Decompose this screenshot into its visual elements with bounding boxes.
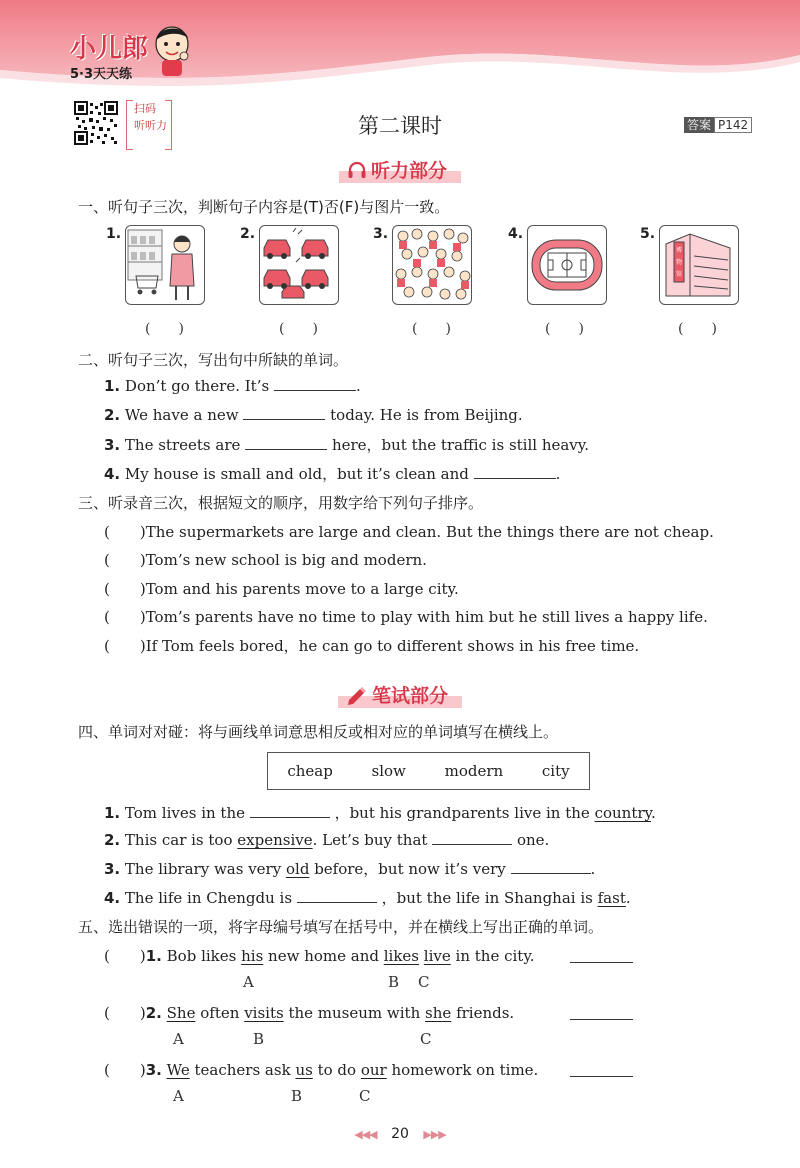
- q3-order-paren[interactable]: ( ): [104, 608, 146, 626]
- item-number: 3.: [104, 860, 121, 878]
- q1-item-number: 5.: [640, 226, 656, 242]
- q4-item: [104, 887, 631, 908]
- answer-label: 答案: [684, 117, 714, 133]
- q5-letter: B: [253, 1030, 265, 1048]
- prev-arrows-icon: ◀◀◀: [354, 1128, 377, 1141]
- page-number-footer: [0, 1126, 800, 1142]
- q4-underlined-word: old: [285, 860, 310, 878]
- q4-text: This car is too: [124, 831, 233, 849]
- q5-letter: B: [291, 1087, 303, 1105]
- q5-text: friends.: [456, 1004, 515, 1022]
- q1-item-number: 3.: [373, 226, 389, 242]
- q3-order-paren[interactable]: ( ): [104, 523, 146, 541]
- q3-sentence: Tom’s new school is big and modern.: [145, 551, 427, 569]
- q2-item: [104, 463, 560, 484]
- museum-sign-char-2: 物: [675, 259, 683, 266]
- writing-section-banner: [0, 681, 800, 708]
- q5-text: Bob likes: [166, 947, 237, 965]
- q4-text: ，but his grandparents live in the: [334, 804, 590, 822]
- q1-answer-paren[interactable]: ( ): [412, 321, 451, 337]
- q5-text: to do: [317, 1061, 357, 1079]
- word-bank-item: modern: [444, 762, 504, 780]
- q5-correction-line[interactable]: [570, 1019, 633, 1020]
- listening-banner-text: 听力部分: [370, 160, 447, 182]
- q5-text: homework on time.: [391, 1061, 539, 1079]
- item-number: 3.: [145, 1061, 162, 1079]
- q5-answer-paren[interactable]: ( ): [104, 947, 146, 965]
- q5-item: [104, 1002, 514, 1023]
- q5-answer-paren[interactable]: ( ): [104, 1061, 146, 1079]
- q5-text: often: [200, 1004, 240, 1022]
- q3-item: [104, 606, 708, 627]
- q5-option-b: likes: [383, 947, 420, 965]
- q3-order-paren[interactable]: ( ): [104, 551, 146, 569]
- q5-answer-paren[interactable]: ( ): [104, 1004, 146, 1022]
- q1-answer-paren[interactable]: ( ): [279, 321, 318, 337]
- q5-correction-line[interactable]: [570, 1076, 633, 1077]
- q2-text-before: The streets are: [124, 436, 241, 454]
- q2-text-after: .: [355, 377, 361, 395]
- q3-item: [104, 521, 714, 542]
- q4-underlined-word: country: [594, 804, 651, 822]
- q5-option-c: she: [425, 1004, 452, 1022]
- q5-letter: C: [418, 973, 430, 991]
- q1-picture-supermarket: [125, 225, 205, 305]
- q2-answer-blank[interactable]: [243, 405, 325, 420]
- scan-line-2: 听听力: [134, 119, 167, 132]
- q3-item: [104, 549, 427, 570]
- answer-reference: [684, 116, 752, 133]
- q2-text-after: .: [555, 465, 561, 483]
- museum-sign-char-3: 馆: [675, 271, 683, 278]
- q2-item: [104, 376, 361, 395]
- answer-page: P142: [714, 117, 752, 133]
- q1-picture-stadium: [527, 225, 607, 305]
- word-bank: [267, 752, 590, 790]
- q5-letter: A: [243, 973, 254, 991]
- q3-heading: 三、听录音三次，根据短文的顺序，用数字给下列句子排序。: [78, 494, 484, 512]
- q5-option-b: visits: [244, 1004, 284, 1022]
- q5-letter: C: [420, 1030, 432, 1048]
- word-bank-item: city: [541, 762, 570, 780]
- q5-text: teachers ask: [194, 1061, 291, 1079]
- q4-answer-blank[interactable]: [297, 888, 377, 903]
- q4-text: The library was very: [124, 860, 282, 878]
- q2-text-before: My house is small and old，but it’s clean and: [124, 465, 469, 483]
- q5-letter: A: [173, 1087, 184, 1105]
- scan-line-1: 扫码: [134, 102, 156, 115]
- q1-picture-museum: [659, 225, 739, 305]
- q2-item: [104, 434, 589, 455]
- q1-item-number: 4.: [508, 226, 524, 242]
- item-number: 3.: [104, 436, 121, 454]
- word-bank-item: cheap: [287, 762, 333, 780]
- q3-sentence: Tom and his parents move to a large city.: [145, 580, 459, 598]
- q2-item: [104, 405, 523, 424]
- q4-text: .: [625, 889, 631, 907]
- q5-text: the museum with: [288, 1004, 421, 1022]
- q4-answer-blank[interactable]: [250, 803, 330, 818]
- brand-name: 小儿郎: [70, 34, 149, 64]
- q1-item-number: 1.: [106, 226, 122, 242]
- q4-item: [104, 802, 656, 823]
- q2-text-after: today. He is from Beijing.: [330, 406, 523, 424]
- q5-heading: 五、选出错误的一项，将字母编号填写在括号中，并在横线上写出正确的单词。: [78, 918, 604, 936]
- q5-item: [104, 1059, 538, 1080]
- q2-text-after: here，but the traffic is still heavy.: [331, 436, 590, 454]
- q5-option-a: We: [166, 1061, 190, 1079]
- q3-order-paren[interactable]: ( ): [104, 637, 146, 655]
- listening-section-banner: [0, 156, 800, 183]
- q2-answer-blank[interactable]: [245, 435, 327, 450]
- q5-item: [104, 945, 535, 966]
- series-name: 5·3天天练: [70, 67, 133, 82]
- q1-answer-paren[interactable]: ( ): [545, 321, 584, 337]
- q2-text-before: We have a new: [124, 406, 239, 424]
- item-number: 1.: [145, 947, 162, 965]
- museum-sign-char-1: 博: [675, 247, 683, 254]
- page-number: 20: [391, 1126, 409, 1142]
- q3-order-paren[interactable]: ( ): [104, 580, 146, 598]
- q4-text: .: [651, 804, 656, 822]
- q1-item-number: 2.: [240, 226, 256, 242]
- q1-picture-crowd: [392, 225, 472, 305]
- q4-underlined-word: expensive: [237, 831, 313, 849]
- q5-letter: A: [173, 1030, 184, 1048]
- brand-logo: [70, 28, 148, 82]
- q1-heading: 一、听句子三次，判断句子内容是(T)否(F)与图片一致。: [78, 198, 450, 216]
- pencil-icon: [346, 685, 368, 705]
- item-number: 2.: [104, 831, 121, 849]
- q4-text: Tom lives in the: [124, 804, 245, 822]
- q4-answer-blank[interactable]: [432, 830, 512, 845]
- headphones-icon: [347, 160, 367, 180]
- q4-underlined-word: fast: [597, 889, 626, 907]
- q3-item: [104, 578, 459, 599]
- q4-text: before，but now it’s very: [314, 860, 506, 878]
- item-number: 4.: [104, 889, 121, 907]
- q1-answer-paren[interactable]: ( ): [145, 321, 184, 337]
- q4-text: . Let’s buy that: [312, 831, 428, 849]
- q3-sentence: The supermarkets are large and clean. But the things there are not cheap.: [145, 523, 714, 541]
- item-number: 1.: [104, 377, 121, 395]
- word-bank-item: slow: [371, 762, 406, 780]
- q5-correction-line[interactable]: [570, 962, 633, 963]
- q5-option-b: us: [295, 1061, 313, 1079]
- item-number: 2.: [145, 1004, 162, 1022]
- q4-text: one.: [516, 831, 550, 849]
- mascot-icon: [150, 22, 194, 80]
- q4-text: ，but the life in Shanghai is: [381, 889, 593, 907]
- page-title: 第二课时: [358, 114, 442, 138]
- item-number: 1.: [104, 804, 121, 822]
- q4-answer-blank[interactable]: [511, 859, 591, 874]
- q5-letter: C: [359, 1087, 371, 1105]
- q5-text: new home and: [268, 947, 379, 965]
- q3-item: [104, 635, 639, 656]
- q5-option-c: our: [360, 1061, 387, 1079]
- q2-answer-blank[interactable]: [474, 464, 556, 479]
- q3-sentence: Tom’s parents have no time to play with him but he still lives a happy life.: [145, 608, 708, 626]
- q2-heading: 二、听句子三次，写出句中所缺的单词。: [78, 351, 349, 369]
- q4-item: [104, 858, 595, 879]
- q5-option-a: She: [166, 1004, 196, 1022]
- writing-banner-text: 笔试部分: [371, 685, 448, 707]
- q4-text: .: [590, 860, 596, 878]
- q4-heading: 四、单词对对碰：将与画线单词意思相反或相对应的单词填写在横线上。: [78, 723, 559, 741]
- item-number: 2.: [104, 406, 121, 424]
- item-number: 4.: [104, 465, 121, 483]
- q1-picture-traffic: [259, 225, 339, 305]
- q3-sentence: If Tom feels bored，he can go to different shows in his free time.: [145, 637, 640, 655]
- q5-letter: B: [388, 973, 400, 991]
- q4-text: The life in Chengdu is: [124, 889, 293, 907]
- q2-text-before: Don’t go there. It’s: [124, 377, 270, 395]
- q5-option-a: his: [241, 947, 264, 965]
- q1-answer-paren[interactable]: ( ): [678, 321, 717, 337]
- q4-item: [104, 830, 549, 849]
- next-arrows-icon: ▶▶▶: [423, 1128, 446, 1141]
- q2-answer-blank[interactable]: [274, 376, 356, 391]
- q5-text: in the city.: [455, 947, 535, 965]
- q5-option-c: live: [423, 947, 451, 965]
